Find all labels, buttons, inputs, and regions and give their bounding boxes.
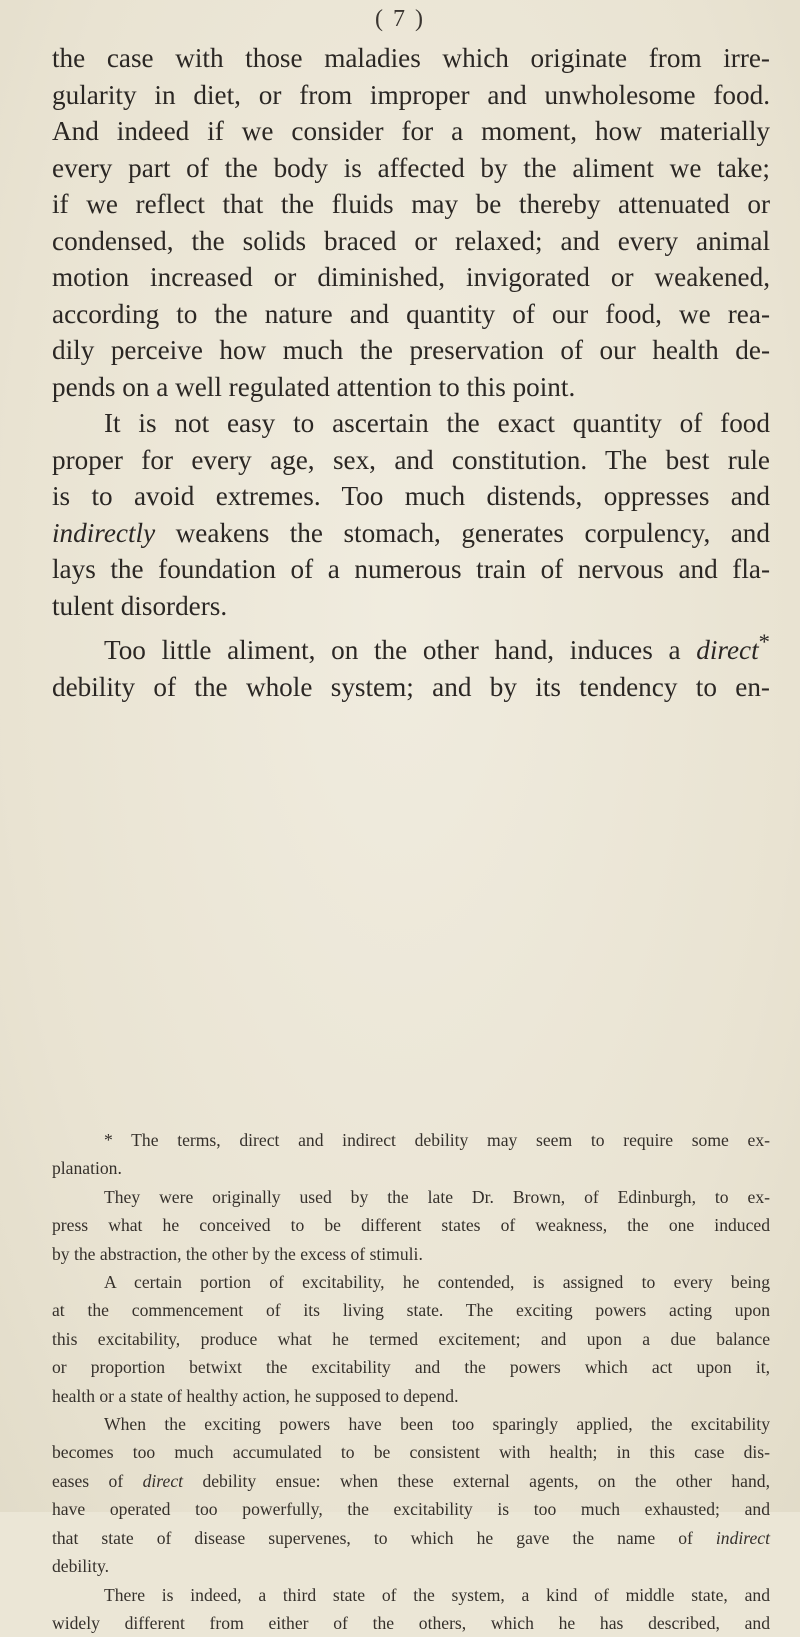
text-line: tulent disorders. <box>52 590 228 621</box>
italic-word: indirect <box>715 1527 770 1548</box>
text-line: the case with those maladies which originate from irre- <box>52 43 770 73</box>
footnote-line: by the abstraction, the other by the excess of stimuli. <box>52 1243 423 1264</box>
footnote-line: When the exciting powers have been too sparingly applied, the excitability <box>104 1414 770 1435</box>
text-line <box>52 624 770 669</box>
text-line-start: Too little aliment, on the other hand, induces a <box>104 635 681 666</box>
footnote-line: press what he conceived to be different states of weakness, the one induced <box>52 1215 770 1236</box>
footnote-line: A certain portion of excitability, he contended, is assigned to every being <box>104 1272 770 1293</box>
text-line-rest: weakens the stomach, generates corpulency, and <box>175 517 770 548</box>
text-line: And indeed if we consider for a moment, how materially <box>52 116 770 146</box>
footnote-line: becomes too much accumulated to be consistent with health; in this case dis- <box>52 1442 770 1463</box>
text-line <box>52 515 770 552</box>
text-line: proper for every age, sex, and constitution. The best rule <box>52 444 770 475</box>
footnote-line: They were originally used by the late Dr. Brown, of Edinburgh, to ex- <box>104 1186 770 1207</box>
footnote-line: planation. <box>52 1158 122 1179</box>
italic-word: indirectly <box>52 517 156 548</box>
text-line: motion increased or diminished, invigorated or weakened, <box>52 262 770 292</box>
footnote-line: * The terms, direct and indirect debility may seem to require some ex- <box>104 1130 770 1150</box>
footnote-line: at the commencement of its living state. The exciting powers acting upon <box>52 1300 770 1321</box>
text-line: according to the nature and quantity of our food, we rea- <box>52 298 770 329</box>
footnote-line: health or a state of healthy action, he supposed to depend. <box>52 1385 459 1406</box>
text-line: It is not easy to ascertain the exact quantity of food <box>104 408 770 438</box>
text-line: condensed, the solids braced or relaxed; and every animal <box>52 225 770 256</box>
footnote-line: have operated too powerfully, the excitability is too much exhausted; and <box>52 1499 770 1520</box>
footnote-line: There is indeed, a third state of the system, a kind of middle state, and <box>104 1584 770 1605</box>
text-line: if we reflect that the fluids may be thereby attenuated or <box>52 189 770 219</box>
footnote-line: or proportion betwixt the excitability and the powers which act upon it, <box>52 1357 770 1378</box>
footnote-line-rest: debility ensue: when these external agents, on the other hand, <box>202 1470 770 1491</box>
text-line: debility of the whole system; and by its tendency to en- <box>52 671 770 702</box>
footnote-line: debility. <box>52 1556 110 1577</box>
main-text <box>52 40 770 705</box>
text-line: is to avoid extremes. Too much distends, oppresses and <box>52 481 770 511</box>
italic-word: direct <box>696 635 759 666</box>
footnote-mark: * <box>758 629 770 654</box>
text-line: pends on a well regulated attention to this point. <box>52 371 576 402</box>
footnote-line: widely different from either of the others, which he has described, and <box>52 1612 770 1633</box>
page-number: ( 7 ) <box>375 6 425 32</box>
footnote-line-start: eases of <box>52 1470 124 1491</box>
footnote-line <box>52 1524 770 1552</box>
italic-word: direct <box>142 1470 184 1491</box>
footnote-line-start: that state of disease supervenes, to which he gave the name of <box>52 1527 693 1548</box>
footnote <box>52 1126 770 1637</box>
text-line: gularity in diet, or from improper and unwholesome food. <box>52 79 770 110</box>
footnote-line: this excitability, produce what he termed excitement; and upon a due balance <box>52 1328 770 1349</box>
text-line: lays the foundation of a numerous train of nervous and fla- <box>52 554 770 584</box>
footnote-line <box>52 1467 770 1495</box>
text-line: dily perceive how much the preservation of our health de- <box>52 335 770 365</box>
text-line: every part of the body is affected by the aliment we take; <box>52 152 770 183</box>
